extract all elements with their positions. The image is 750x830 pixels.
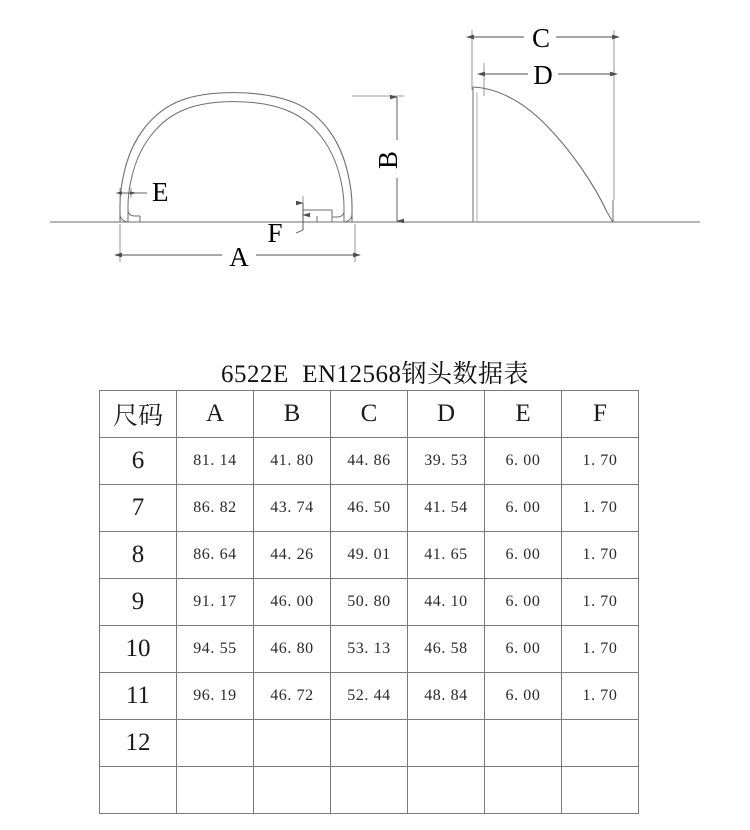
cell-size (100, 767, 177, 814)
cell-e (485, 767, 562, 814)
dimension-label-e: E (152, 177, 169, 207)
dimension-b (352, 96, 404, 221)
cell-size: 11 (100, 673, 177, 720)
cell-c: 49. 01 (331, 532, 408, 579)
cell-d (408, 767, 485, 814)
cell-f: 1. 70 (562, 485, 639, 532)
cell-d: 39. 53 (408, 438, 485, 485)
dimension-a (120, 224, 355, 272)
dimension-d (484, 60, 611, 96)
cell-a: 94. 55 (177, 626, 254, 673)
cell-size: 7 (100, 485, 177, 532)
cell-a: 81. 14 (177, 438, 254, 485)
table-row (100, 438, 639, 485)
header-a: A (177, 391, 254, 438)
cell-e: 6. 00 (485, 532, 562, 579)
cell-f: 1. 70 (562, 673, 639, 720)
cell-f: 1. 70 (562, 532, 639, 579)
table-title: 6522E EN12568钢头数据表 (220, 361, 530, 388)
dimension-label-c: C (531, 23, 551, 53)
table-row (100, 532, 639, 579)
cell-c: 52. 44 (331, 673, 408, 720)
cell-e: 6. 00 (485, 485, 562, 532)
cell-a: 86. 82 (177, 485, 254, 532)
table-header-row (100, 391, 639, 438)
table-row (100, 485, 639, 532)
cell-f: 1. 70 (562, 438, 639, 485)
table-row (100, 626, 639, 673)
cell-a (177, 767, 254, 814)
header-b: B (254, 391, 331, 438)
header-d: D (408, 391, 485, 438)
dimension-label-a: A (229, 242, 249, 272)
dimension-label-d: D (533, 60, 553, 90)
dimension-c (472, 23, 614, 200)
cell-f (562, 767, 639, 814)
cell-a: 91. 17 (177, 579, 254, 626)
dimension-label-f: F (267, 218, 283, 248)
cell-f: 1. 70 (562, 579, 639, 626)
drawing-canvas (0, 0, 750, 330)
cell-c: 53. 13 (331, 626, 408, 673)
cell-a: 86. 64 (177, 532, 254, 579)
header-e: E (485, 391, 562, 438)
header-c: C (331, 391, 408, 438)
header-size: 尺码 (100, 391, 177, 438)
cell-d (408, 720, 485, 767)
cell-c (331, 720, 408, 767)
cell-a: 96. 19 (177, 673, 254, 720)
cell-size: 6 (100, 438, 177, 485)
cell-f (562, 720, 639, 767)
cell-a (177, 720, 254, 767)
cell-e: 6. 00 (485, 626, 562, 673)
cell-b: 44. 26 (254, 532, 331, 579)
dimension-e (120, 177, 169, 207)
table-row (100, 767, 639, 814)
cell-d: 48. 84 (408, 673, 485, 720)
cell-size: 8 (100, 532, 177, 579)
cell-c: 46. 50 (331, 485, 408, 532)
cell-b (254, 767, 331, 814)
cell-size: 9 (100, 579, 177, 626)
cell-b: 43. 74 (254, 485, 331, 532)
cell-e: 6. 00 (485, 673, 562, 720)
cell-e (485, 720, 562, 767)
data-table-section (0, 330, 750, 830)
cell-size: 10 (100, 626, 177, 673)
cell-d: 46. 58 (408, 626, 485, 673)
cell-c (331, 767, 408, 814)
cell-e: 6. 00 (485, 438, 562, 485)
cell-d: 44. 10 (408, 579, 485, 626)
cell-b: 46. 80 (254, 626, 331, 673)
cell-d: 41. 65 (408, 532, 485, 579)
cell-e: 6. 00 (485, 579, 562, 626)
cell-b (254, 720, 331, 767)
table-row (100, 579, 639, 626)
specification-table (99, 390, 639, 814)
cell-b: 41. 80 (254, 438, 331, 485)
table-row (100, 720, 639, 767)
technical-drawing (0, 0, 750, 330)
table-row (100, 673, 639, 720)
cell-f: 1. 70 (562, 626, 639, 673)
cell-c: 50. 80 (331, 579, 408, 626)
side-profile-outline (473, 87, 613, 222)
cell-d: 41. 54 (408, 485, 485, 532)
cell-size: 12 (100, 720, 177, 767)
dimension-label-b: B (373, 150, 403, 170)
header-f: F (562, 391, 639, 438)
cell-b: 46. 72 (254, 673, 331, 720)
cell-c: 44. 86 (331, 438, 408, 485)
cell-b: 46. 00 (254, 579, 331, 626)
